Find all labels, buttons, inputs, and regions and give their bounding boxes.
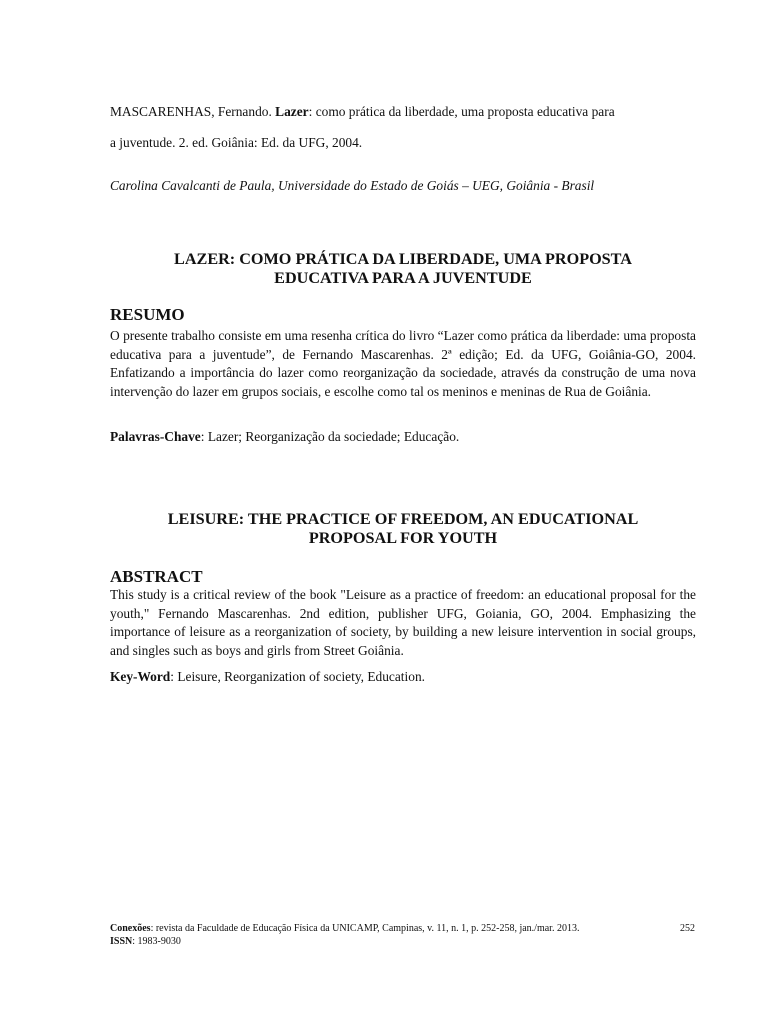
key-word-label: Key-Word [110, 669, 171, 684]
palavras-chave-label: Palavras-Chave [110, 429, 201, 444]
palavras-chave [110, 428, 696, 446]
key-word [110, 668, 696, 686]
resumo-body: O presente trabalho consiste em uma resenha crítica do livro “Lazer como prática da liberdade: uma proposta educativa para a juventude”, de Fernando Mascarenhas. 2ª edição; Ed. da UFG, Goiânia-GO, 2004. Enfatizando a importância do lazer como reorganização da sociedade, através da construção de uma nova intervenção do lazer em grupos sociais, e escolhe como tal os meninos e meninas de Rua de Goiânia. [110, 328, 696, 399]
reference-rest-line2: a juventude. 2. ed. Goiânia: Ed. da UFG, 2004. [110, 135, 363, 150]
reference-rest-line1: : como prática da liberdade, uma proposta educativa para [308, 104, 615, 119]
english-title [110, 510, 696, 548]
page-footer [110, 922, 696, 948]
abstract-body: This study is a critical review of the book "Leisure as a practice of freedom: an educational proposal for the youth," Fernando Mascarenhas. 2nd edition, publisher UFG, Goiania, GO, 2004. Emphasizing the importance of leisure as a reorganization of society, by building a new leisure intervention in social groups, and singles such as boys and girls from Street Goiânia. [110, 587, 696, 658]
footer-issn-value: : 1983-9030 [132, 936, 181, 947]
book-reference [110, 96, 696, 158]
portuguese-title [110, 250, 696, 288]
reference-title-bold: Lazer [275, 104, 309, 119]
portuguese-title-line2: EDUCATIVA PARA A JUVENTUDE [274, 269, 532, 287]
page-number: 252 [680, 923, 695, 934]
english-title-line1: LEISURE: THE PRACTICE OF FREEDOM, AN EDUCATIONAL [167, 510, 639, 528]
reference-author: MASCARENHAS, Fernando. [110, 104, 272, 119]
footer-journal-rest: : revista da Faculdade de Educação Física da UNICAMP, Campinas, v. 11, n. 1, p. 252-258, jan./mar. 2013. [150, 923, 580, 934]
footer-issn-label: ISSN [110, 936, 133, 947]
key-word-text: : Leisure, Reorganization of society, Education. [170, 669, 425, 684]
portuguese-title-line1: LAZER: COMO PRÁTICA DA LIBERDADE, UMA PROPOSTA [174, 250, 632, 268]
footer-journal-label: Conexões [110, 923, 151, 934]
english-title-line2: PROPOSAL FOR YOUTH [308, 529, 498, 547]
resumo-heading: RESUMO [110, 305, 185, 324]
reviewer-affiliation: Carolina Cavalcanti de Paula, Universidade do Estado de Goiás – UEG, Goiânia - Brasil [110, 178, 595, 193]
abstract-heading: ABSTRACT [110, 567, 203, 586]
palavras-chave-text: : Lazer; Reorganização da sociedade; Educação. [200, 429, 460, 444]
